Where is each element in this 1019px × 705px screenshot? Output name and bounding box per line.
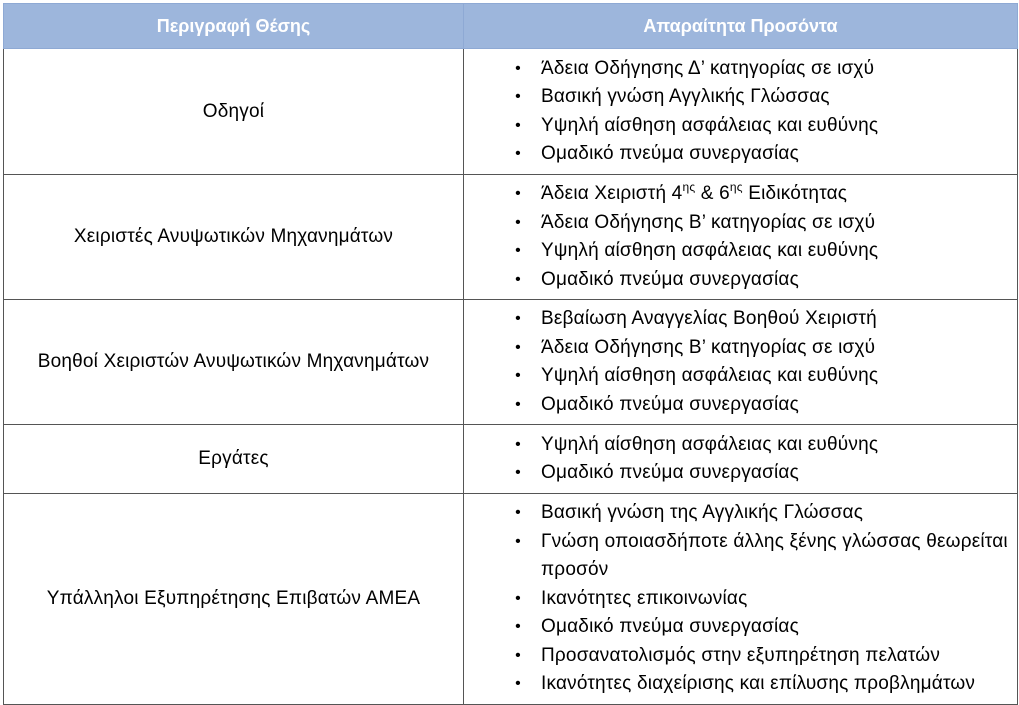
table-row-operators (4, 175, 1018, 300)
qualification-text: Γνώση οποιασδήποτε άλλης ξένης γλώσσας θεωρείται προσόν (541, 530, 1008, 581)
qualifications-list (464, 429, 1017, 490)
table-row-workers (4, 425, 1018, 494)
bullet-icon: • (515, 367, 521, 384)
qualification-text: Ομαδικό πνεύμα συνεργασίας (541, 616, 799, 638)
qualification-text: Προσανατολισμός στην εξυπηρέτηση πελατών (541, 644, 941, 666)
position-cell: Εργάτες (4, 425, 464, 494)
list-item (464, 55, 1017, 84)
bullet-icon: • (515, 270, 521, 288)
table-row-prm-staff (4, 494, 1018, 705)
bullet-icon: • (515, 185, 521, 202)
table-row-drivers (4, 49, 1018, 175)
list-item (464, 613, 1017, 642)
qualifications-cell (464, 300, 1018, 425)
position-cell: Χειριστές Ανυψωτικών Μηχανημάτων (4, 175, 464, 300)
list-item (464, 180, 1017, 209)
qualifications-cell (464, 425, 1018, 494)
qualification-text: Ικανότητες διαχείρισης και επίλυσης προβλημάτων (541, 673, 976, 695)
qualification-text: Υψηλή αίσθηση ασφάλειας και ευθύνης (541, 433, 879, 455)
qualifications-list (464, 303, 1017, 421)
license-middle: & 6 (695, 183, 730, 204)
bullet-icon: • (515, 395, 521, 413)
bullet-icon: • (515, 116, 521, 134)
ordinal-suffix: ης (682, 180, 696, 194)
bullet-icon: • (515, 213, 521, 231)
qualifications-cell (464, 49, 1018, 175)
qualification-text: Άδεια Οδήγησης Β’ κατηγορίας σε ισχύ (541, 211, 876, 233)
license-prefix: Άδεια Χειριστή 4 (541, 183, 683, 204)
bullet-icon: • (515, 242, 521, 259)
qualification-text: Ομαδικό πνεύμα συνεργασίας (541, 462, 799, 483)
qualification-text: Άδεια Οδήγησης Δ’ κατηγορίας σε ισχύ (541, 57, 875, 79)
list-item (464, 266, 1017, 295)
bullet-icon: • (515, 59, 521, 77)
qualification-text: Υψηλή αίσθηση ασφάλειας και ευθύνης (541, 365, 879, 386)
header-position-description: Περιγραφή Θέσης (4, 4, 464, 49)
operator-license-text (541, 180, 848, 204)
bullet-icon: • (515, 646, 521, 664)
job-requirements-table (3, 3, 1018, 705)
list-item (464, 670, 1017, 699)
list-item (464, 334, 1017, 363)
bullet-icon: • (515, 532, 521, 550)
bullet-icon: • (515, 618, 521, 636)
list-item (464, 209, 1017, 238)
qualification-text: Υψηλή αίσθηση ασφάλειας και ευθύνης (541, 240, 879, 261)
bullet-icon: • (515, 504, 521, 522)
qualifications-cell (464, 494, 1018, 705)
list-item (464, 499, 1017, 528)
qualification-text: Ομαδικό πνεύμα συνεργασίας (541, 143, 799, 164)
qualifications-list (464, 178, 1017, 296)
list-item (464, 431, 1017, 460)
bullet-icon: • (515, 435, 521, 453)
qualification-text: Άδεια Οδήγησης Β’ κατηγορίας σε ισχύ (541, 336, 876, 358)
qualification-text: Βεβαίωση Αναγγελίας Βοηθού Χειριστή (541, 308, 877, 329)
list-item (464, 528, 1017, 585)
qualifications-list (464, 497, 1017, 701)
list-item (464, 642, 1017, 671)
qualification-text: Βασική γνώση Αγγλικής Γλώσσας (541, 86, 830, 107)
license-suffix: Ειδικότητας (742, 183, 848, 204)
bullet-icon: • (515, 310, 521, 327)
position-cell: Υπάλληλοι Εξυπηρέτησης Επιβατών ΑΜΕΑ (4, 494, 464, 705)
header-required-qualifications: Απαραίτητα Προσόντα (464, 4, 1018, 49)
list-item (464, 585, 1017, 614)
position-cell: Οδηγοί (4, 49, 464, 175)
table-row-operator-assistants (4, 300, 1018, 425)
qualification-text: Βασική γνώση της Αγγλικής Γλώσσας (541, 502, 864, 524)
list-item (464, 305, 1017, 334)
list-item (464, 459, 1017, 488)
bullet-icon: • (515, 88, 521, 105)
qualification-text: Ικανότητες επικοινωνίας (541, 587, 748, 609)
qualifications-cell (464, 175, 1018, 300)
qualifications-list (464, 53, 1017, 171)
bullet-icon: • (515, 145, 521, 162)
table-header-row (4, 4, 1018, 49)
bullet-icon: • (515, 589, 521, 607)
list-item (464, 112, 1017, 141)
list-item (464, 237, 1017, 266)
ordinal-suffix: ης (729, 180, 743, 194)
list-item (464, 362, 1017, 391)
qualification-text: Ομαδικό πνεύμα συνεργασίας (541, 268, 799, 290)
bullet-icon: • (515, 464, 521, 481)
bullet-icon: • (515, 338, 521, 356)
list-item (464, 140, 1017, 169)
bullet-icon: • (515, 675, 521, 693)
list-item (464, 83, 1017, 112)
qualification-text: Ομαδικό πνεύμα συνεργασίας (541, 393, 799, 415)
qualification-text: Υψηλή αίσθηση ασφάλειας και ευθύνης (541, 114, 879, 136)
position-cell: Βοηθοί Χειριστών Ανυψωτικών Μηχανημάτων (4, 300, 464, 425)
list-item (464, 391, 1017, 420)
